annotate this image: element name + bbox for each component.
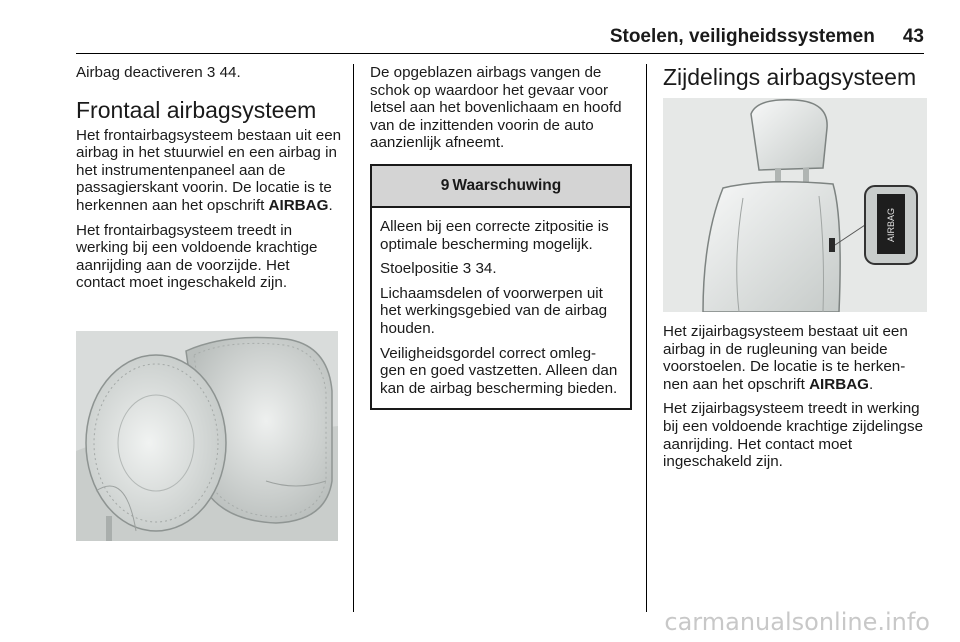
warning-text-2: Stoelpositie 3 34. [380, 260, 497, 278]
side-airbag-seat-illustration [663, 98, 927, 312]
header-divider [76, 53, 924, 54]
side-paragraph-2: Het zijairbagsysteem treedt in werking bij een voldoende krachtige zijdelingse aanrijding. Het contact moet ingeschakeld zijn. [663, 400, 924, 471]
warning-text-3: Lichaamsdelen of voorwerpen uit het werkingsgebied van de airbag houden. [380, 284, 608, 337]
protection-paragraph: De opgeblazen airbags vangen de schok op waardoor het gevaar voor letsel aan het bovenlichaam en hoofd van de inzittenden voorin de auto aanzienlijk afneemt. [370, 64, 622, 152]
column-2 [370, 64, 632, 410]
section-title: Stoelen, veiligheidssystemen [609, 26, 875, 47]
warning-text-1: Alleen bij een correcte zitpositie is optimale bescherming mogelijk. [380, 217, 609, 253]
warning-header [372, 166, 630, 208]
seat-airbag-label: AIRBAG [886, 207, 896, 242]
column-1 [76, 64, 342, 299]
airbag-keyword: AIRBAG [268, 196, 329, 214]
side-paragraph-1: Het zijairbagsysteem bestaat uit een airbag in de rugleuning van beide voorstoelen. De locatie is te herken- nen aan het opschrift AIRBAG. [663, 323, 908, 393]
page-number: 43 [902, 26, 924, 47]
warning-body [372, 208, 630, 408]
cross-reference: Airbag deactiveren 3 44. [76, 64, 241, 81]
column-divider-2 [646, 64, 647, 612]
arrow-icon: 3 [206, 64, 216, 81]
warning-title: Waarschuwing [452, 177, 562, 195]
watermark: carmanualsonline.info [664, 608, 930, 636]
warning-box [370, 164, 632, 410]
warning-text-4: Veiligheidsgordel correct omleg- gen en goed vastzetten. Alleen dan kan de airbag bescherming bieden. [380, 344, 618, 397]
frontal-paragraph-1: Het frontairbagsysteem bestaan uit een airbag in het stuurwiel en een airbag in het instrumentenpaneel aan de passagierskant voorin. De locatie is te herkennen aan het opschrift AIRBAG. [76, 126, 342, 214]
airbag-keyword: AIRBAG [809, 375, 869, 393]
warning-icon: 9 [440, 177, 450, 195]
section-heading-frontal: Frontaal airbagsysteem [76, 96, 317, 123]
column-3-text [663, 323, 929, 478]
frontal-airbag-illustration [76, 331, 338, 541]
section-heading-side: Zijdelings airbagsysteem [663, 64, 917, 90]
page-header [76, 24, 924, 50]
frontal-paragraph-2: Het frontairbagsysteem treedt in werking bij een voldoende krachtige aanrijding aan de voorzijde. Het contact moet ingeschakeld zijn. [76, 221, 318, 292]
arrow-icon: 3 [462, 260, 472, 278]
column-divider-1 [353, 64, 354, 612]
